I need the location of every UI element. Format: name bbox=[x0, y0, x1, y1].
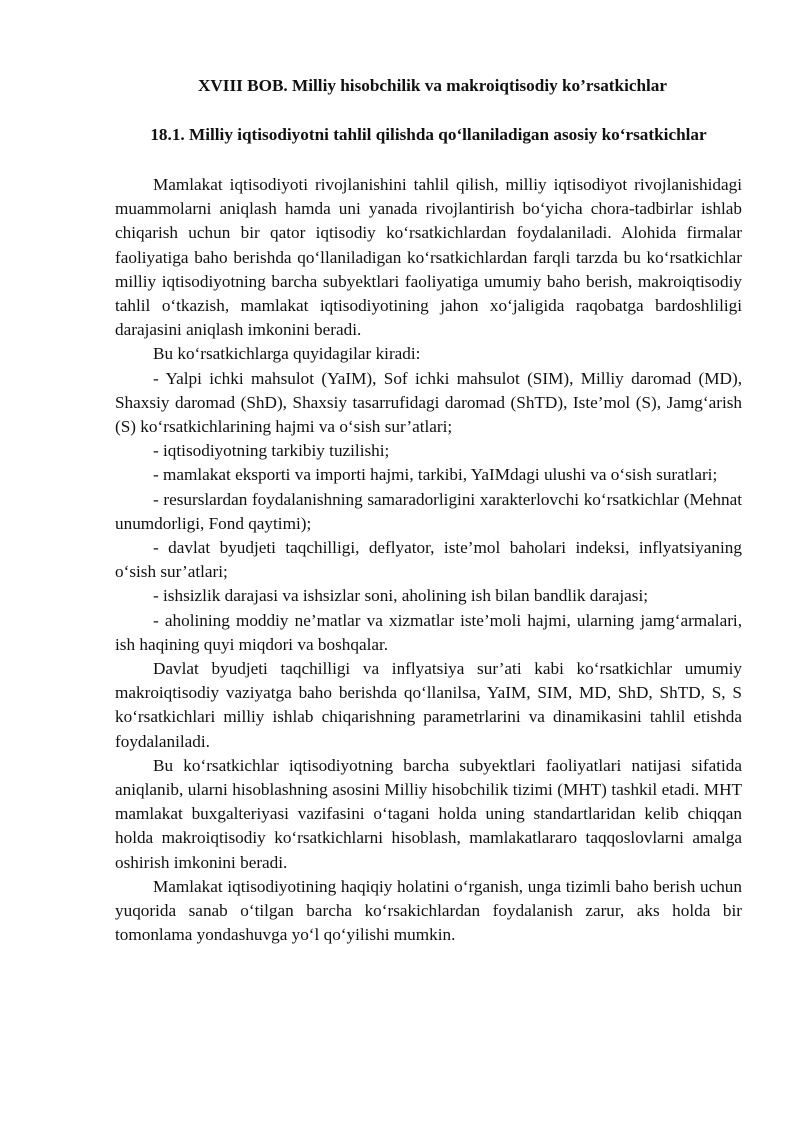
list-item-budget-inflation: - davlat byudjeti taqchilligi, deflyator, iste’mol baholari indeksi, inflyatsiyaning o‘sish sur’atlari; bbox=[115, 538, 742, 582]
paragraph-mht: Bu ko‘rsatkichlar iqtisodiyotning barcha subyektlari faoliyatlari natijasi sifatida aniqlanib, ularni hisoblashning asosini Milliy hisobchilik tizimi (MHT) tashkil etadi. MHT mamlakat buxgalteriyasi vazifasini o‘tagani holda uning standartlaridan kelib chiqqan holda makroiqtisodiy ko‘rsatkichlarni hisoblash, mamlakatlararo taqqoslovlarni amalga oshirish imkonini beradi. bbox=[115, 755, 742, 872]
list-item-structure: - iqtisodiyotning tarkibiy tuzilishi; bbox=[153, 441, 390, 461]
paragraph-budget-deficit: Davlat byudjeti taqchilligi va inflyatsiya sur’ati kabi ko‘rsatkichlar umumiy makroiqtisodiy vaziyatga baho berishda qo‘llanilsa, YaIM, SIM, MD, ShD, ShTD, S, S ko‘rsatkichlari milliy ishlab chiqarishning parametrlarini va dinamikasini tahlil etishda foydalaniladi. bbox=[115, 659, 742, 751]
list-item-consumption: - aholining moddiy ne’matlar va xizmatlar iste’moli hajmi, ularning jamg‘armalari, ish haqining quyi miqdori va boshqalar. bbox=[115, 610, 742, 654]
paragraph-list-lead: Bu ko‘rsatkichlarga quyidagilar kiradi: bbox=[153, 344, 421, 364]
list-item-unemployment: - ishsizlik darajasi va ishsizlar soni, aholining ish bilan bandlik darajasi; bbox=[153, 586, 648, 606]
list-item-export-import: - mamlakat eksporti va importi hajmi, tarkibi, YaIMdagi ulushi va o‘sish suratlari; bbox=[153, 465, 718, 485]
body-text bbox=[115, 173, 742, 948]
paragraph-intro: Mamlakat iqtisodiyoti rivojlanishini tahlil qilish, milliy iqtisodiyot rivojlanishidagi muammolarni aniqlash hamda uni yanada rivojlantirish bo‘yicha chora-tadbirlar ishlab chiqarish uchun bir qator iqtisodiy ko‘rsatkichlardan foydalaniladi. Alohida firmalar faoliyatiga baho berishda qo‘llaniladigan ko‘rsatkichlardan farqli tarzda bu ko‘rsatkichlar milliy iqtisodiyotning barcha subyektlari faoliyatiga umumiy baho berish, makroiqtisodiy tahlil o‘tkazish, mamlakat iqtisodiyotining jahon xo‘jaligida raqobatga bardoshliligi darajasini aniqlash imkonini beradi. bbox=[115, 175, 742, 340]
paragraph-conclusion: Mamlakat iqtisodiyotining haqiqiy holatini o‘rganish, unga tizimli baho berish uchun yuqorida sanab o‘tilgan barcha ko‘rsakichlardan foydalanish zarur, aks holda bir tomonlama yondashuvga yo‘l qo‘yilishi mumkin. bbox=[115, 876, 742, 945]
chapter-title: XVIII BOB. Milliy hisobchilik va makroiqtisodiy ko’rsatkichlar bbox=[197, 76, 668, 95]
section-title: 18.1. Milliy iqtisodiyotni tahlil qilishda qo‘llaniladigan asosiy ko‘rsatkichlar bbox=[150, 125, 707, 144]
list-item-resource-efficiency: - resurslardan foydalanishning samaradorligini xarakterlovchi ko‘rsatkichlar (Mehnat unumdorligi, Fond qaytimi); bbox=[115, 489, 742, 533]
document-page bbox=[115, 74, 742, 948]
list-item-main-indicators: - Yalpi ichki mahsulot (YaIM), Sof ichki mahsulot (SIM), Milliy daromad (MD), Shaxsiy daromad (ShD), Shaxsiy tasarrufidagi daromad (ShTD), Iste’mol (S), Jamg‘arish (S) ko‘rsatkichlarining hajmi va o‘sish sur’atlari; bbox=[115, 368, 742, 437]
